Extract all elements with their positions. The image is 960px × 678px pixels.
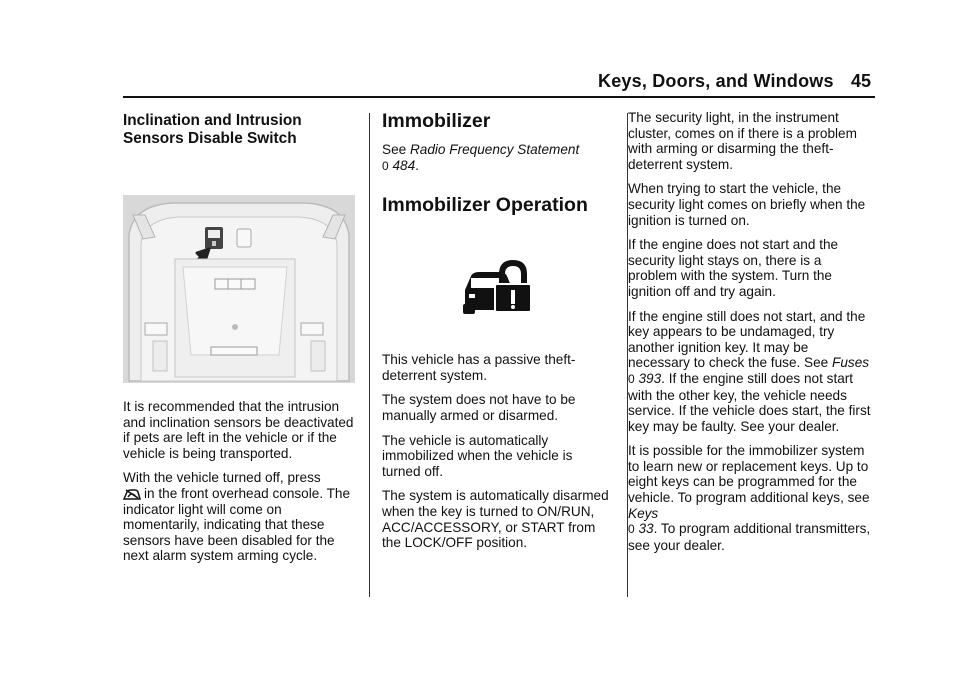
paragraph-see-reference [382,142,612,174]
column-3 [628,110,874,562]
header-rule [123,96,875,98]
page-ref-arrow-icon: 0 [628,371,635,386]
link-page-484[interactable]: 484 [392,157,416,173]
page-header [0,71,960,101]
keys-text: It is possible for the immobilizer system to learn new or replacement keys. Up to eight keys can be programmed for the vehicle. To program additional keys, see [628,443,870,506]
see-period: . [415,157,419,173]
link-page-33[interactable]: 33 [638,521,654,537]
column-2 [382,110,612,560]
security-light-icon-wrap [382,256,612,316]
column-divider-left [369,113,370,597]
paragraph-press-instructions [123,470,355,564]
paragraph-engine-not-start [628,309,874,435]
heading-line-2: Sensors Disable Switch [123,130,297,147]
paragraph-passive-system: This vehicle has a passive theft-deterrent system. [382,352,576,383]
paragraph-recommendation: It is recommended that the intrusion and inclination sensors be deactivated if pets are left in the vehicle or if the vehicle is being transported. [123,399,354,461]
intrusion-sensor-icon [123,488,141,500]
paragraph-auto-disarmed: The system is automatically disarmed when the key is turned to ON/RUN, ACC/ACCESSORY, or START from the LOCK/OFF position. [382,488,609,551]
link-radio-frequency-statement[interactable]: Radio Frequency Statement [409,142,580,157]
paragraph-start-briefly: When trying to start the vehicle, the security light comes on briefly when the ignition is turned on. [628,181,866,228]
page-ref-arrow-icon: 0 [628,522,635,537]
page-number: 45 [851,71,872,91]
link-page-393[interactable]: 393 [638,370,662,386]
heading-immobilizer: Immobilizer [382,110,491,132]
section-heading-sensors [123,112,355,148]
link-keys[interactable]: Keys [628,505,659,521]
press-text-continued: in the front overhead console. The indicator light will come on momentarily, indicating that these sensors have been disabled for the next alarm system arming cycle. [123,485,351,564]
paragraph-not-armed: The system does not have to be manually armed or disarmed. [382,392,576,423]
paragraph-auto-immobilized: The vehicle is automatically immobilized when the vehicle is turned off. [382,432,573,479]
link-fuses[interactable]: Fuses [832,355,870,371]
press-text: With the vehicle turned off, press [123,470,321,486]
fuse-text-continued: . If the engine still does not start with the other key, the vehicle needs service. If the vehicle does start, the first key may be faulty. See your dealer. [628,370,871,434]
paragraph-security-light: The security light, in the instrument cluster, comes on if there is a problem with arming or disarming the theft-deterrent system. [628,110,857,172]
heading-immobilizer-operation: Immobilizer Operation [382,194,588,217]
column-1 [123,112,355,573]
fuse-text: If the engine still does not start, and the key appears to be undamaged, try another ignition key. It may be necessary to check the fuse. See [628,308,866,371]
heading-line-1: Inclination and Intrusion [123,112,302,129]
paragraph-light-stays-on: If the engine does not start and the security light stays on, there is a problem with the system. Turn the ignition off and try again. [628,237,839,299]
keys-text-continued: . To program additional transmitters, see your dealer. [628,521,871,553]
paragraph-program-keys [628,443,874,553]
page-ref-arrow-icon: 0 [382,158,389,173]
security-light-icon [461,256,533,316]
see-prefix: See [382,142,407,157]
overhead-console-icon [123,195,355,383]
section-title: Keys, Doors, and Windows [598,71,834,91]
